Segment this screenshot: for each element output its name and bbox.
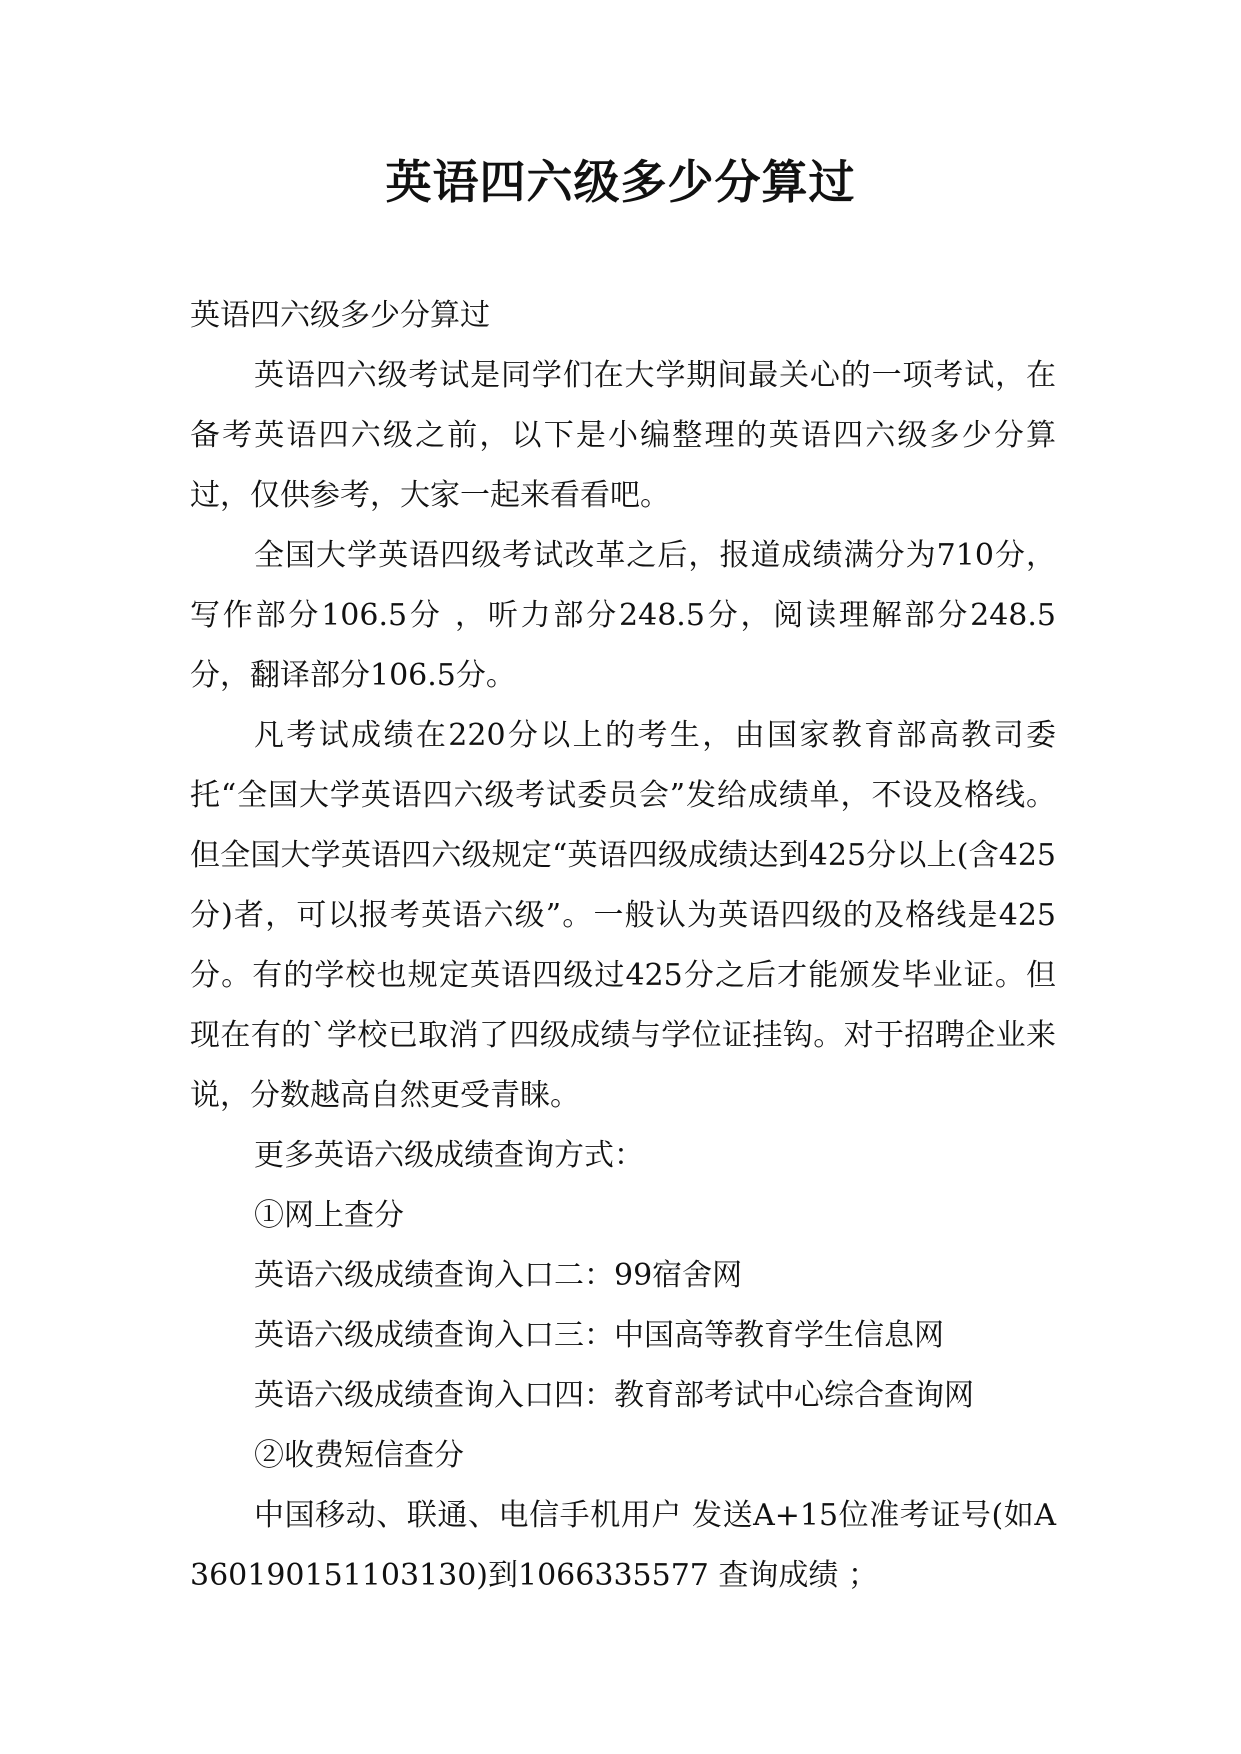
paragraph: 全国大学英语四级考试改革之后，报道成绩满分为710分，写作部分106.5分 ，听力部分248.5分，阅读理解部分248.5分，翻译部分106.5分。 — [190, 538, 1056, 693]
paragraph: 中国移动、联通、电信手机用户 发送A+15位准考证号(如A360190151103130)到1066335577 查询成绩 ； — [190, 1498, 1056, 1593]
document-body — [190, 286, 1056, 1606]
document-title: 英语四六级多少分算过 — [385, 155, 856, 209]
document-subtitle: 英语四六级多少分算过 — [190, 298, 490, 333]
paragraph: 英语四六级考试是同学们在大学期间最关心的一项考试，在备考英语四六级之前，以下是小编整理的英语四六级多少分算过，仅供参考，大家一起来看看吧。 — [190, 358, 1056, 513]
paragraph: 凡考试成绩在220分以上的考生，由国家教育部高教司委托“全国大学英语四六级考试委员会”发给成绩单，不设及格线。但全国大学英语四六级规定“英语四级成绩达到425分以上(含425分)者，可以报考英语六级”。一般认为英语四级的及格线是425分。有的学校也规定英语四级过425分之后才能颁发毕业证。但现在有的`学校已取消了四级成绩与学位证挂钩。对于招聘企业来说，分数越高自然更受青睐。 — [190, 718, 1056, 1113]
paragraph: 更多英语六级成绩查询方式： — [254, 1138, 644, 1173]
paragraph: 英语六级成绩查询入口三：中国高等教育学生信息网 — [254, 1318, 944, 1353]
paragraph: 英语六级成绩查询入口二：99宿舍网 — [254, 1258, 743, 1293]
paragraph: ②收费短信查分 — [254, 1438, 464, 1473]
paragraph: ①网上查分 — [254, 1198, 404, 1233]
paragraph: 英语六级成绩查询入口四：教育部考试中心综合查询网 — [254, 1378, 974, 1413]
